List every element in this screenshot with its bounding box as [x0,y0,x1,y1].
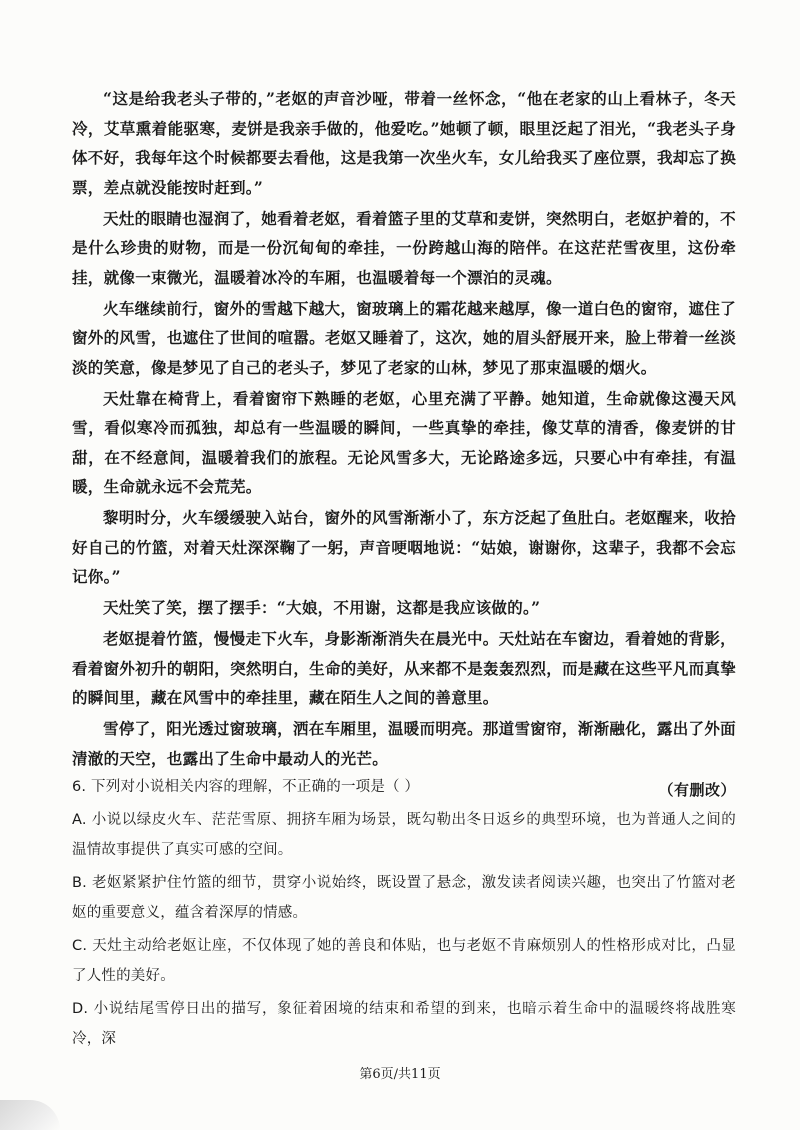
scan-shadow [0,1100,60,1130]
question-6 [72,772,736,1057]
story-paragraph: 火车继续前行，窗外的雪越下越大，窗玻璃上的霜花越来越厚，像一道白色的窗帘，遮住了窗外的风雪，也遮住了世间的喧嚣。老妪又睡着了，这次，她的眉头舒展开来，脸上带着一丝淡淡的笑意，像是梦见了自己的老头子，梦见了老家的山林，梦见了那束温暖的烟火。 [72,298,736,377]
source-note: （有删改） [658,781,736,799]
story-paragraph: 天灶靠在椅背上，看着窗帘下熟睡的老妪，心里充满了平静。她知道，生命就像这漫天风雪，看似寒冷而孤独，却总有一些温暖的瞬间，一些真挚的牵挂，像艾草的清香，像麦饼的甘甜，在不经意间，温暖着我们的旅程。无论风雪多大，无论路途多远，只要心中有牵挂，有温暖，生命就永远不会荒芜。 [72,388,736,496]
option-a: A. 小说以绿皮火车、茫茫雪原、拥挤车厢为场景，既勾勒出冬日返乡的典型环境，也为普通人之间的温情故事提供了真实可感的空间。 [72,812,736,858]
story-paragraph: 天灶的眼睛也湿润了，她看着老妪，看着篮子里的艾草和麦饼，突然明白，老妪护着的，不是什么珍贵的财物，而是一份沉甸甸的牵挂，一份跨越山海的陪伴。在这茫茫雪夜里，这份牵挂，就像一束微光，温暖着冰冷的车厢，也温暖着每一个漂泊的灵魂。 [72,208,736,287]
story-text [72,84,736,810]
question-stem: 6. 下列对小说相关内容的理解，不正确的一项是（ ） [72,779,420,795]
page-number: 第6页/共11页 [359,1067,441,1082]
option-b: B. 老妪紧紧护住竹篮的细节，贯穿小说始终，既设置了悬念，激发读者阅读兴趣，也突出了竹篮对老妪的重要意义，蕴含着深厚的情感。 [72,875,736,921]
story-paragraph: 天灶笑了笑，摆了摆手：“大娘，不用谢，这都是我应该做的。” [103,598,541,617]
story-paragraph: “这是给我老头子带的，”老妪的声音沙哑，带着一丝怀念，“他在老家的山上看林子，冬天冷，艾草熏着能驱寒，麦饼是我亲手做的，他爱吃。”她顿了顿，眼里泛起了泪光，“我老头子身体不好，我每年这个时候都要去看他，这是我第一次坐火车，女儿给我买了座位票，我却忘了换票，差点就没能按时赶到。” [72,89,736,197]
story-paragraph: 黎明时分，火车缓缓驶入站台，窗外的风雪渐渐小了，东方泛起了鱼肚白。老妪醒来，收拾好自己的竹篮，对着天灶深深鞠了一躬，声音哽咽地说：“姑娘，谢谢你，这辈子，我都不会忘记你。” [72,508,736,586]
option-c: C. 天灶主动给老妪让座，不仅体现了她的善良和体贴，也与老妪不肯麻烦别人的性格形成对比，凸显了人性的美好。 [72,938,736,984]
story-paragraph: 雪停了，阳光透过窗玻璃，洒在车厢里，温暖而明亮。那道雪窗帘，渐渐融化，露出了外面清澈的天空，也露出了生命中最动人的光芒。 [72,719,736,768]
story-paragraph: 老妪提着竹篮，慢慢走下火车，身影渐渐消失在晨光中。天灶站在车窗边，看着她的背影，看着窗外初升的朝阳，突然明白，生命的美好，从来都不是轰轰烈烈，而是藏在这些平凡而真挚的瞬间里，藏在风雪中的牵挂里，藏在陌生人之间的善意里。 [72,629,736,707]
option-d: D. 小说结尾雪停日出的描写，象征着困境的结束和希望的到来，也暗示着生命中的温暖终将战胜寒冷，深 [72,1001,736,1047]
